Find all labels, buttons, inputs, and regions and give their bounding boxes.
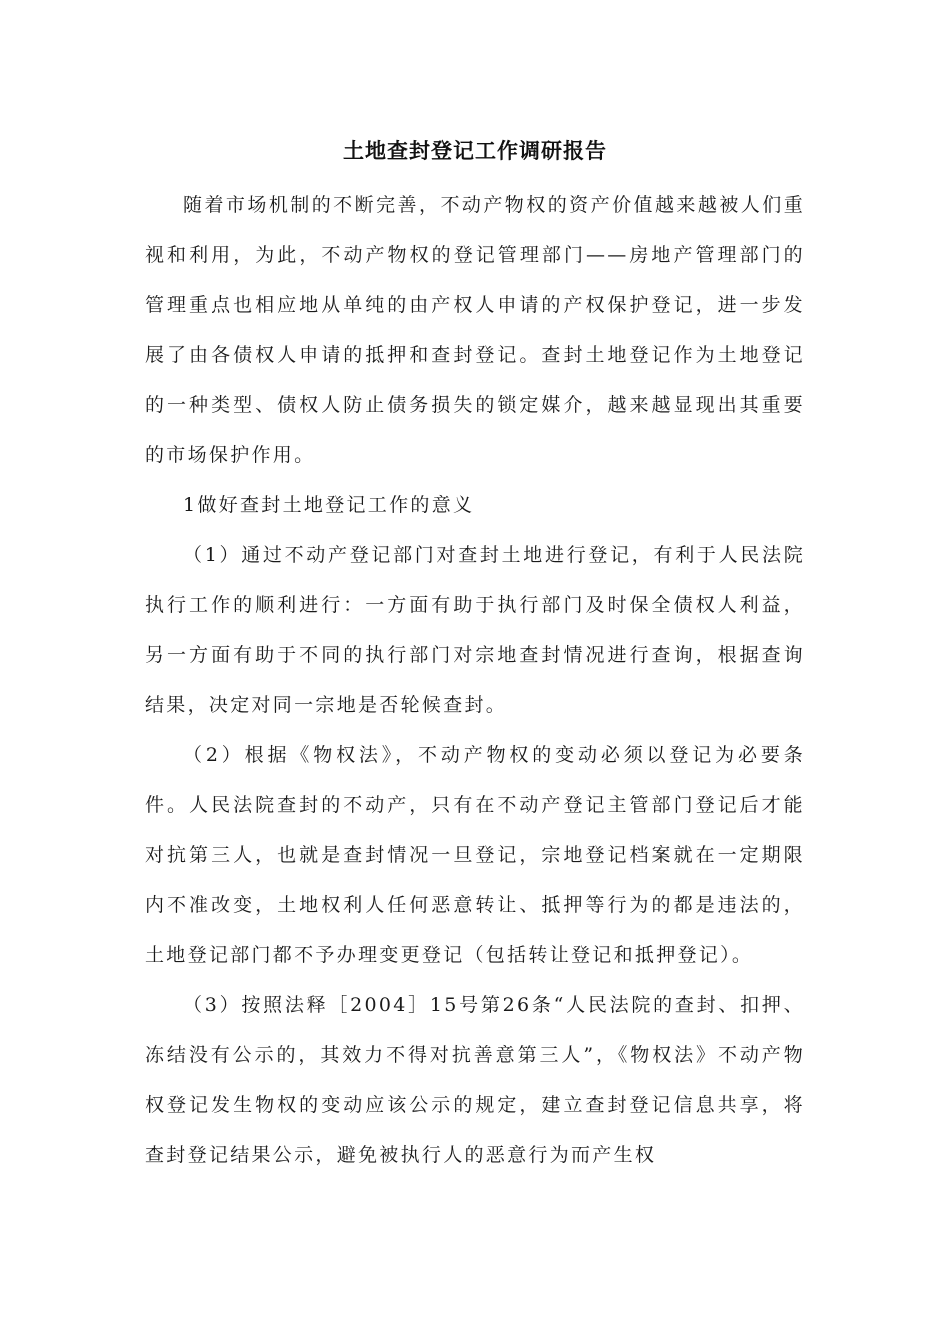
item-paragraph-2: （2）根据《物权法》，不动产物权的变动必须以登记为必要条件。人民法院查封的不动产，只有在不动产登记主管部门登记后才能对抗第三人，也就是查封情况一旦登记，宗地登记档案就在一定期限内不准改变，土地权利人任何恶意转让、抵押等行为的都是违法的，土地登记部门都不予办理变更登记（包括转让登记和抵押登记）。 (145, 744, 805, 966)
document-body (145, 180, 805, 1180)
item-paragraph-1: （1）通过不动产登记部门对查封土地进行登记，有利于人民法院执行工作的顺利进行：一方面有助于执行部门及时保全债权人利益，另一方面有助于不同的执行部门对宗地查封情况进行查询，根据查询结果，决定对同一宗地是否轮候查封。 (145, 544, 805, 716)
item-paragraph-3: （3）按照法释［2004］15号第26条“人民法院的查封、扣押、冻结没有公示的，其效力不得对抗善意第三人”，《物权法》不动产物权登记发生物权的变动应该公示的规定，建立查封登记信息共享，将查封登记结果公示，避免被执行人的恶意行为而产生权 (145, 994, 805, 1166)
intro-paragraph: 随着市场机制的不断完善，不动产物权的资产价值越来越被人们重视和利用，为此，不动产物权的登记管理部门——房地产管理部门的管理重点也相应地从单纯的由产权人申请的产权保护登记，进一步发展了由各债权人申请的抵押和查封登记。查封土地登记作为土地登记的一种类型、债权人防止债务损失的锁定媒介，越来越显现出其重要的市场保护作用。 (145, 194, 805, 466)
document-title: 土地查封登记工作调研报告 (343, 139, 607, 163)
section-heading-1: 1做好查封土地登记工作的意义 (183, 494, 475, 516)
